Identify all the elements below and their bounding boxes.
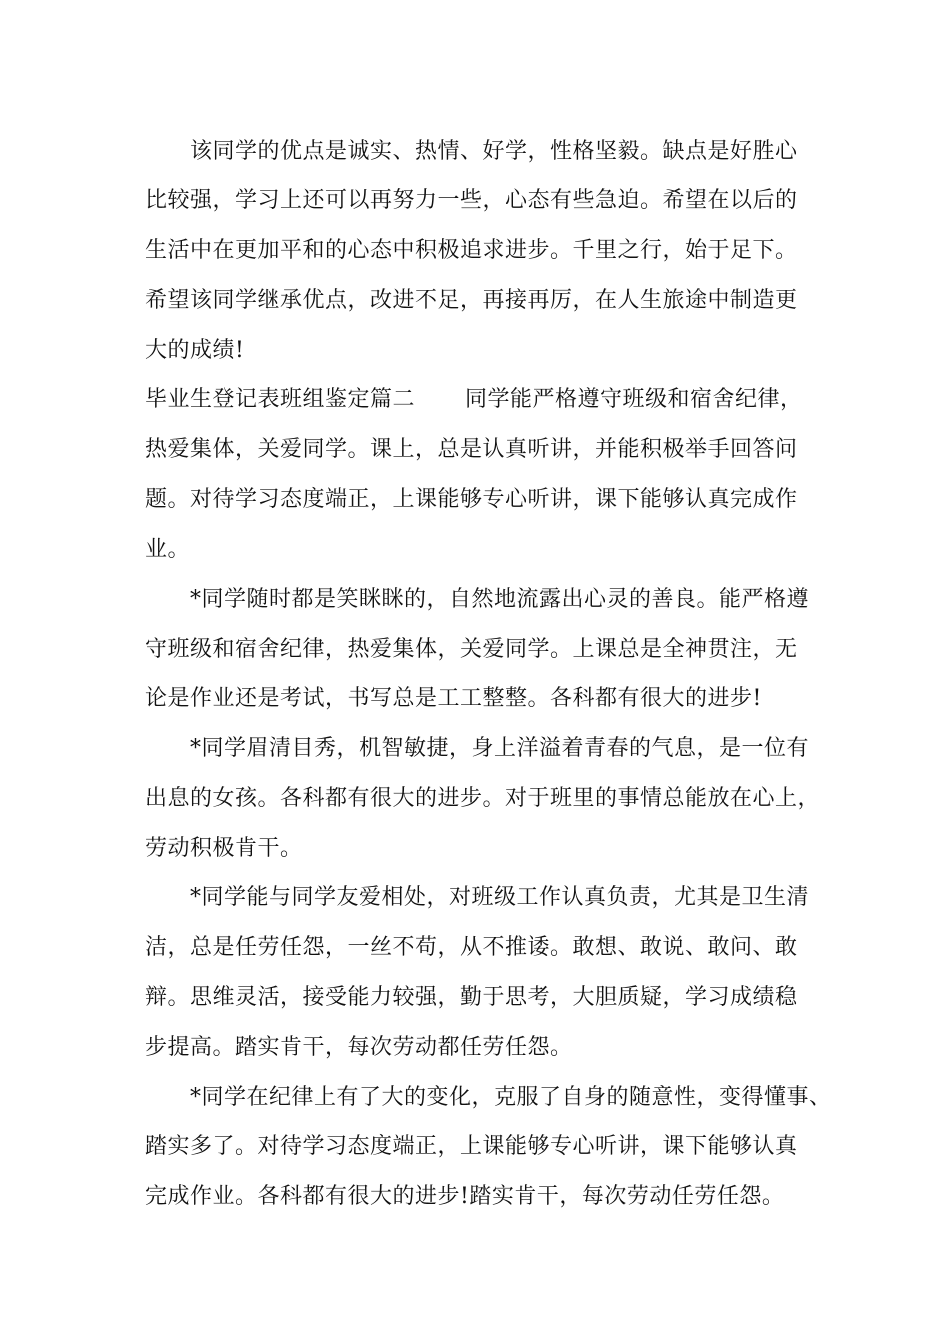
paragraph-3-line-2: 守班级和宿舍纪律，热爱集体，关爱同学。上课总是全神贯注，无	[145, 637, 798, 662]
section-heading-continuation: 同学能严格遵守班级和宿舍纪律，	[465, 387, 803, 412]
paragraph-2-line-1: 热爱集体，关爱同学。课上，总是认真听讲，并能积极举手回答问	[145, 437, 798, 462]
paragraph-5-line-4: 步提高。踏实肯干，每次劳动都任劳任怨。	[145, 1035, 573, 1060]
paragraph-2-line-2: 题。对待学习态度端正，上课能够专心听讲，课下能够认真完成作	[145, 487, 798, 512]
paragraph-1-line-2: 比较强，学习上还可以再努力一些，心态有些急迫。希望在以后的	[145, 188, 798, 213]
paragraph-6-line-2: 踏实多了。对待学习态度端正，上课能够专心听讲，课下能够认真	[145, 1134, 798, 1159]
section-heading: 毕业生登记表班组鉴定篇二	[145, 387, 416, 412]
paragraph-3-line-3: 论是作业还是考试，书写总是工工整整。各科都有很大的进步!	[145, 686, 762, 711]
paragraph-4-line-3: 劳动积极肯干。	[145, 836, 303, 861]
paragraph-1-line-3: 生活中在更加平和的心态中积极追求进步。千里之行，始于足下。	[145, 238, 798, 263]
paragraph-5-line-1: *同学能与同学友爱相处，对班级工作认真负责，尤其是卫生清	[190, 885, 810, 910]
section-heading-line	[145, 382, 803, 418]
paragraph-4-line-1: *同学眉清目秀，机智敏捷，身上洋溢着青春的气息，是一位有	[190, 736, 810, 761]
paragraph-1-line-5: 大的成绩!	[145, 338, 245, 363]
paragraph-1-line-4: 希望该同学继承优点，改进不足，再接再厉，在人生旅途中制造更	[145, 288, 798, 313]
paragraph-2-line-3: 业。	[145, 537, 191, 562]
paragraph-3-line-1: *同学随时都是笑眯眯的，自然地流露出心灵的善良。能严格遵	[190, 587, 810, 612]
paragraph-1-line-1: 该同学的优点是诚实、热情、好学，性格坚毅。缺点是好胜心	[190, 139, 798, 164]
paragraph-6-line-1: *同学在纪律上有了大的变化，克服了自身的随意性，变得懂事、	[190, 1085, 832, 1110]
paragraph-5-line-2: 洁，总是任劳任怨，一丝不苟，从不推诿。敢想、敢说、敢问、敢	[145, 935, 798, 960]
paragraph-5-line-3: 辩。思维灵活，接受能力较强，勤于思考，大胆质疑，学习成绩稳	[145, 985, 798, 1010]
paragraph-6-line-3: 完成作业。各科都有很大的进步!踏实肯干，每次劳动任劳任怨。	[145, 1184, 785, 1209]
paragraph-4-line-2: 出息的女孩。各科都有很大的进步。对于班里的事情总能放在心上，	[145, 786, 821, 811]
